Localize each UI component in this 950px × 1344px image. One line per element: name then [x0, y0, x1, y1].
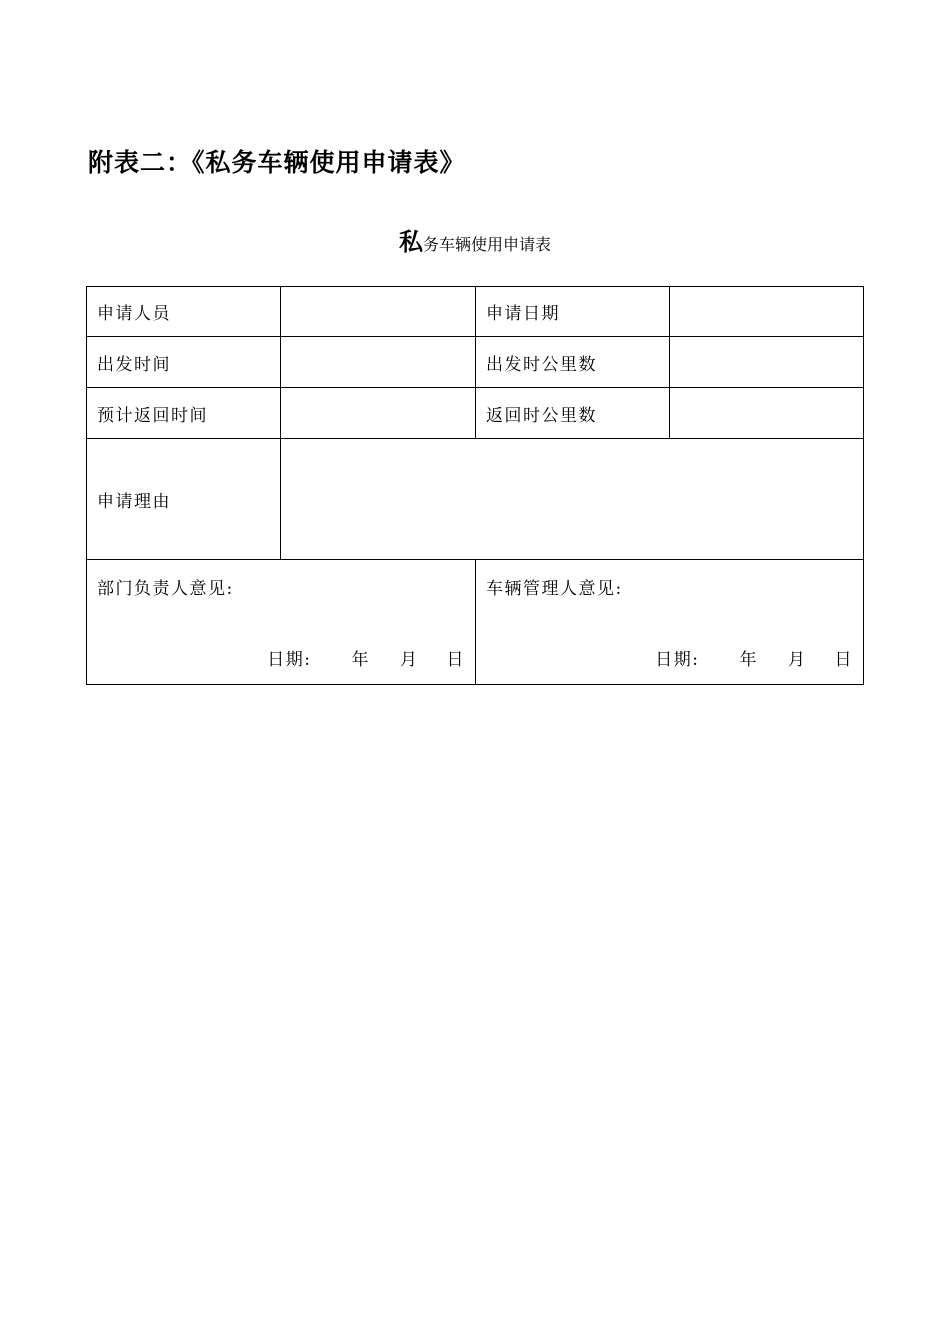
- reason-value-field[interactable]: [280, 438, 864, 560]
- vehicle-manager-date-day: 日: [834, 650, 853, 670]
- vehicle-manager-date-line: [655, 645, 853, 670]
- reason-label: 申请理由: [97, 491, 171, 512]
- applicant-label-cell: [86, 286, 281, 337]
- departure-mileage-label-cell: [475, 336, 670, 388]
- form-title: [0, 222, 950, 257]
- department-date-label: 日期:: [267, 650, 312, 670]
- departure-time-label: 出发时间: [97, 354, 171, 375]
- department-date-line: [267, 645, 465, 670]
- apply-date-value-field[interactable]: [669, 286, 864, 337]
- vehicle-manager-opinion-label: 车辆管理人意见:: [486, 579, 623, 599]
- applicant-value-field[interactable]: [280, 286, 476, 337]
- form-title-rest: 务车辆使用申请表: [422, 235, 551, 254]
- vehicle-manager-date-label: 日期:: [655, 650, 700, 670]
- applicant-label: 申请人员: [97, 304, 171, 324]
- return-time-label: 预计返回时间: [97, 405, 208, 426]
- apply-date-label-cell: [475, 286, 670, 337]
- form-title-first-char: 私: [398, 228, 423, 256]
- departure-time-value-field[interactable]: [280, 336, 476, 388]
- department-date-month: 月: [400, 650, 419, 670]
- return-mileage-label: 返回时公里数: [486, 405, 597, 426]
- department-date-day: 日: [446, 650, 465, 670]
- return-time-value-field[interactable]: [280, 387, 476, 439]
- reason-label-cell: [86, 438, 281, 560]
- departure-mileage-value-field[interactable]: [669, 336, 864, 388]
- document-heading: 附表二：《私务车辆使用申请表》: [88, 148, 466, 177]
- return-mileage-value-field[interactable]: [669, 387, 864, 439]
- department-opinion-label: 部门负责人意见:: [97, 579, 234, 599]
- department-date-year: 年: [351, 650, 370, 670]
- vehicle-manager-date-month: 月: [788, 650, 807, 670]
- department-opinion-cell[interactable]: [86, 559, 476, 685]
- departure-time-label-cell: [86, 336, 281, 388]
- return-time-label-cell: [86, 387, 281, 439]
- vehicle-manager-date-year: 年: [739, 650, 758, 670]
- return-mileage-label-cell: [475, 387, 670, 439]
- vehicle-manager-opinion-cell[interactable]: [475, 559, 864, 685]
- apply-date-label: 申请日期: [486, 304, 560, 324]
- departure-mileage-label: 出发时公里数: [486, 354, 597, 375]
